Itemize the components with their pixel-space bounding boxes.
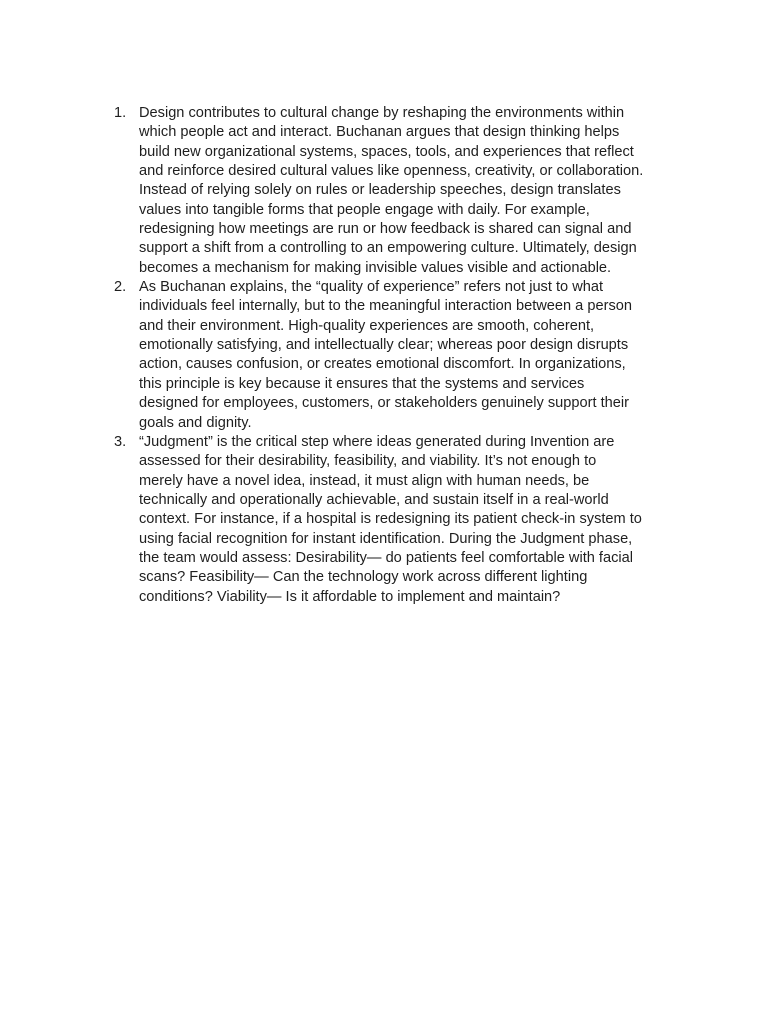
- text-line: technically and operationally achievable, and sustain itself in a real-world: [139, 491, 609, 508]
- text-line: values into tangible forms that people engage with daily. For example,: [139, 201, 590, 218]
- text-line: the team would assess: Desirability— do patients feel comfortable with facial: [139, 549, 633, 566]
- list-item: [114, 278, 676, 433]
- text-line: conditions? Viability— Is it affordable to implement and maintain?: [139, 588, 561, 605]
- text-line: and reinforce desired cultural values like openness, creativity, or collaboration.: [139, 163, 644, 180]
- item-number: 2.: [114, 279, 127, 296]
- text-line: merely have a novel idea, instead, it must align with human needs, be: [139, 472, 590, 489]
- text-line: redesigning how meetings are run or how feedback is shared can signal and: [139, 221, 632, 238]
- text-line: Instead of relying solely on rules or leadership speeches, design translates: [139, 182, 621, 199]
- text-line: designed for employees, customers, or stakeholders genuinely support their: [139, 395, 629, 412]
- text-line: emotionally satisfying, and intellectually clear; whereas poor design disrupts: [139, 337, 629, 354]
- text-line: scans? Feasibility— Can the technology work across different lighting: [139, 569, 588, 586]
- text-line: build new organizational systems, spaces, tools, and experiences that reflect: [139, 143, 634, 160]
- text-line: becomes a mechanism for making invisible values visible and actionable.: [139, 259, 612, 276]
- text-line: which people act and interact. Buchanan argues that design thinking helps: [139, 124, 620, 141]
- list-item: [114, 104, 676, 278]
- text-line: “Judgment” is the critical step where ideas generated during Invention are: [139, 433, 615, 450]
- paragraph-text: [139, 433, 676, 607]
- text-line: individuals feel internally, but to the meaningful interaction between a person: [139, 298, 632, 315]
- item-number: 3.: [114, 433, 127, 450]
- text-line: goals and dignity.: [139, 414, 252, 431]
- text-line: As Buchanan explains, the “quality of experience” refers not just to what: [139, 279, 604, 296]
- numbered-list: [114, 104, 676, 607]
- text-line: this principle is key because it ensures that the systems and services: [139, 375, 585, 392]
- text-line: using facial recognition for instant identification. During the Judgment phase,: [139, 530, 633, 547]
- paragraph-text: [139, 104, 676, 278]
- text-line: and their environment. High-quality experiences are smooth, coherent,: [139, 317, 595, 334]
- text-line: action, causes confusion, or creates emotional discomfort. In organizations,: [139, 356, 626, 373]
- paragraph-text: [139, 278, 676, 433]
- text-line: Design contributes to cultural change by reshaping the environments within: [139, 105, 625, 121]
- item-number: 1.: [114, 105, 127, 121]
- list-item: [114, 433, 676, 607]
- text-line: context. For instance, if a hospital is redesigning its patient check-in system to: [139, 511, 642, 528]
- text-line: assessed for their desirability, feasibility, and viability. It’s not enough to: [139, 453, 597, 470]
- text-line: support a shift from a controlling to an empowering culture. Ultimately, design: [139, 240, 637, 257]
